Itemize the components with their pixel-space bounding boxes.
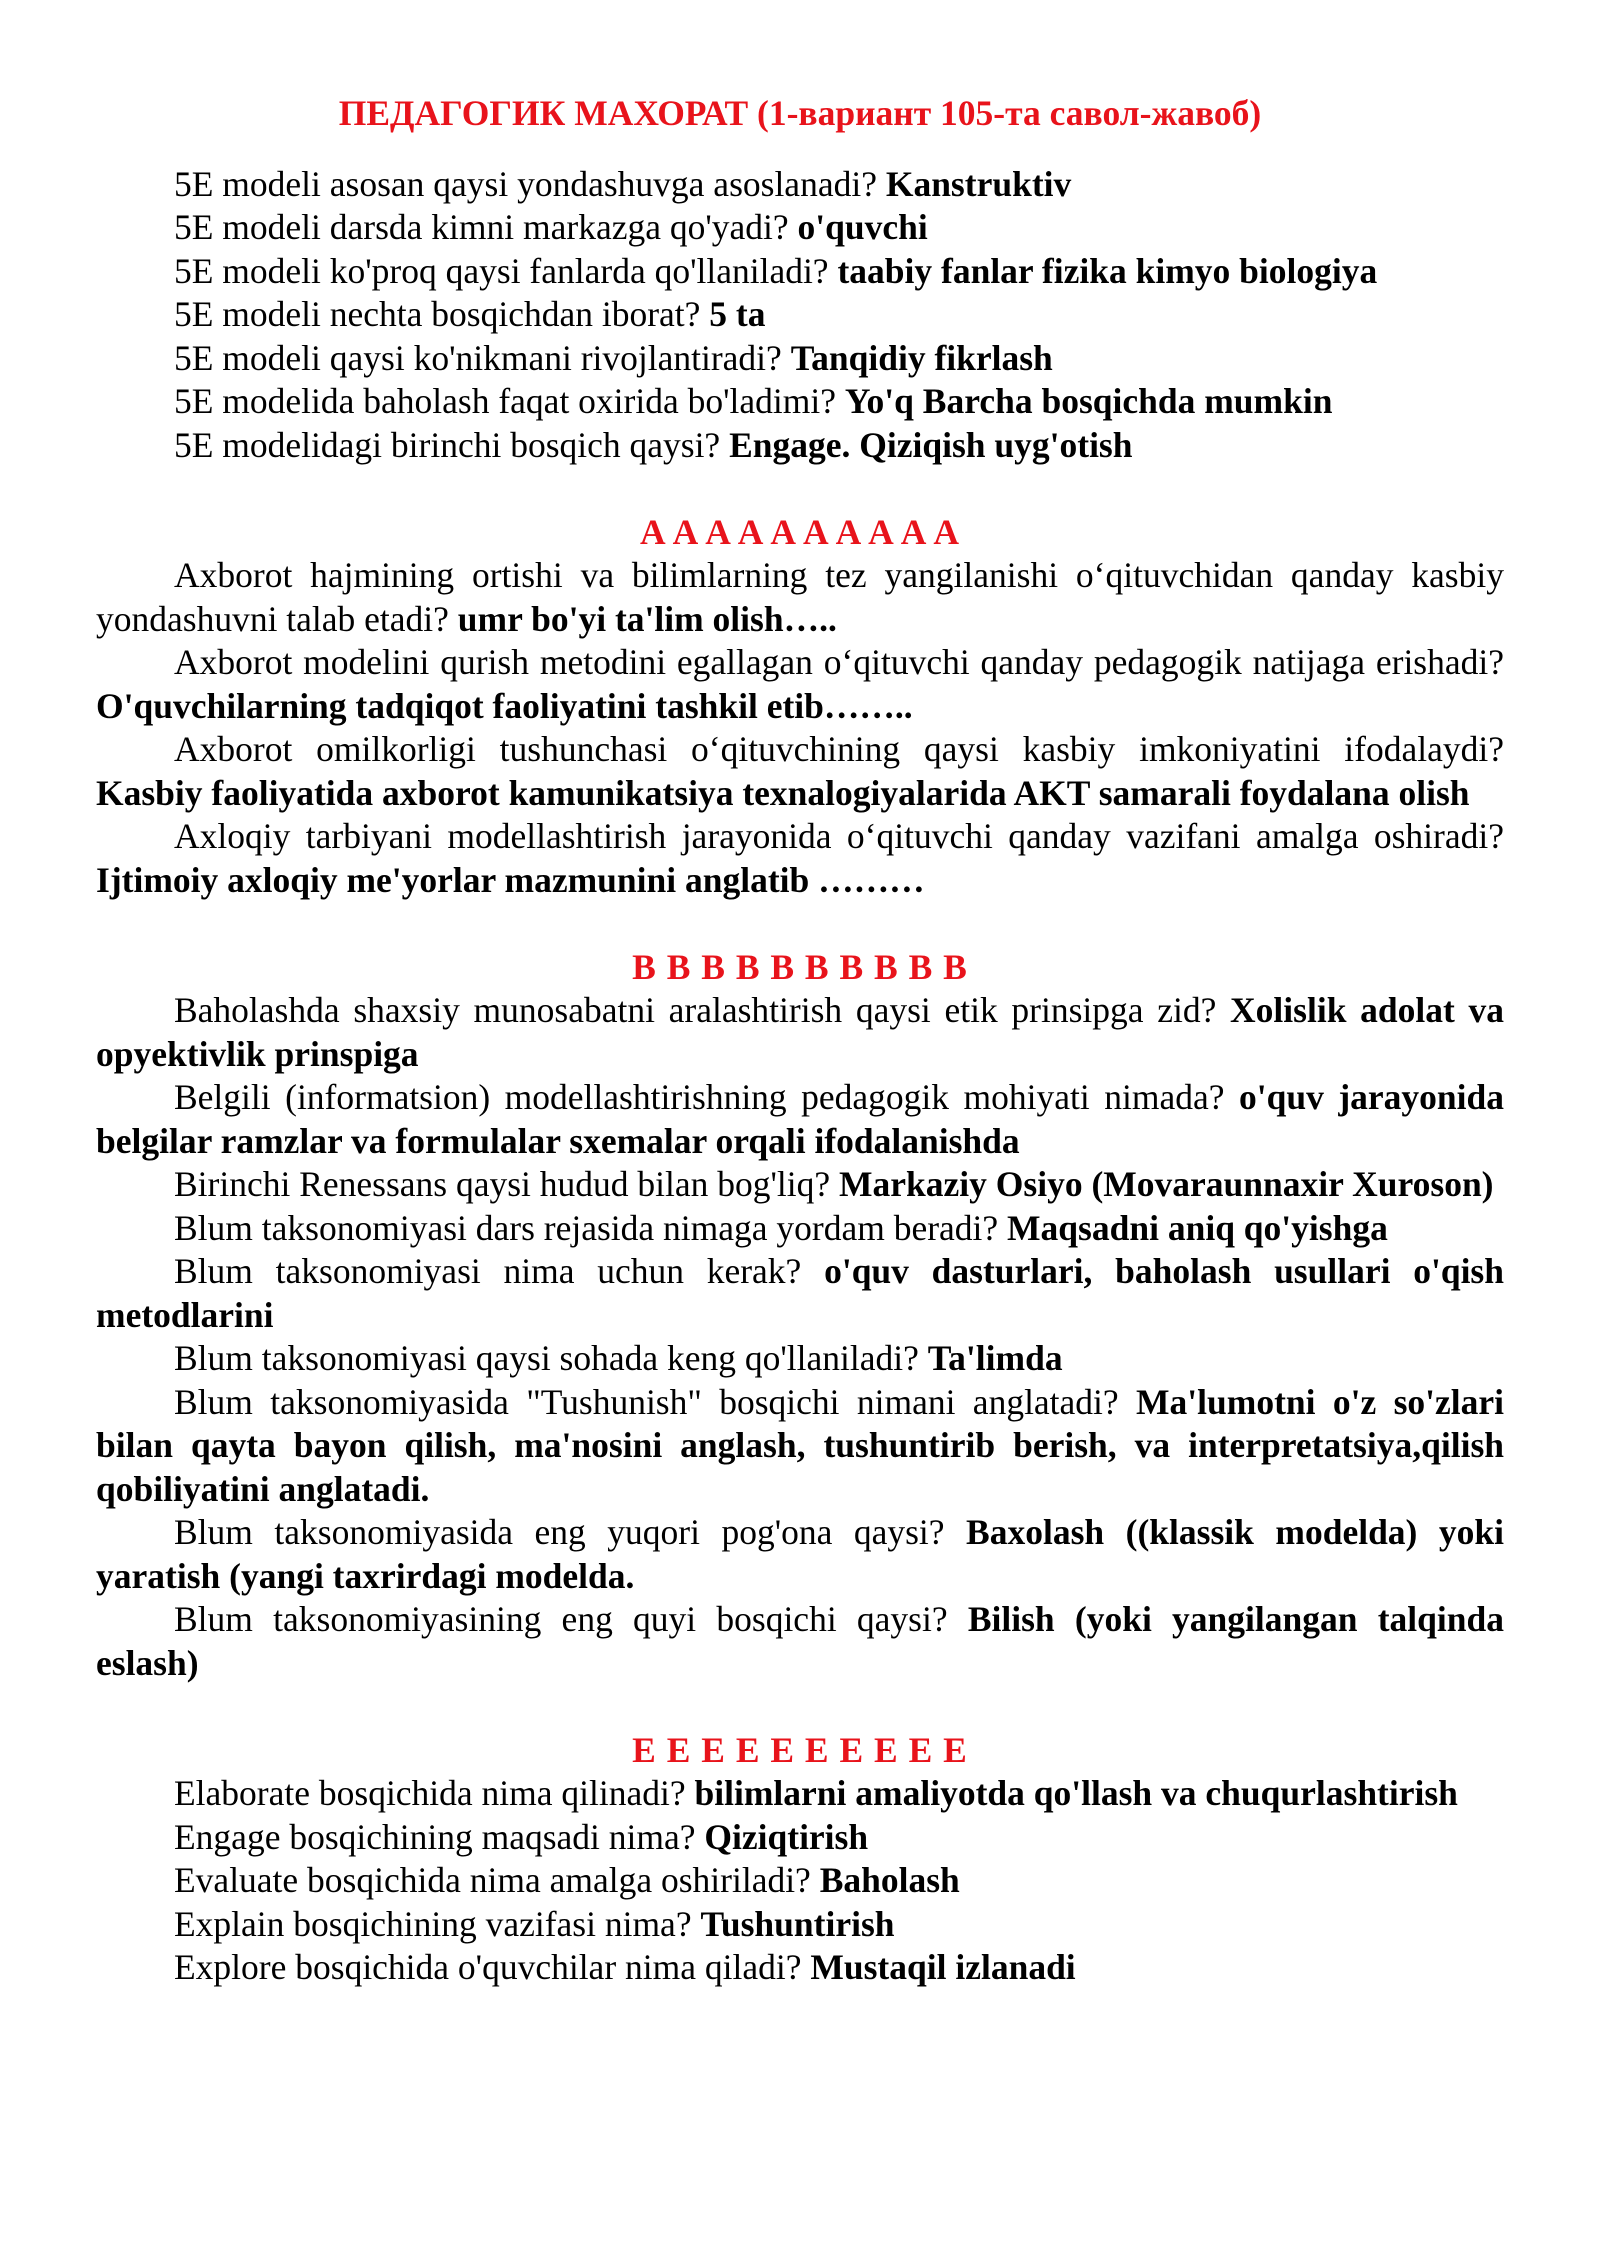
- answer-text: O'quvchilarning tadqiqot faoliyatini tashkil etib……..: [96, 685, 913, 726]
- document-title: ПЕДАГОГИК МАХОРАТ (1-вариант 105-та савол-жавоб): [338, 93, 1262, 133]
- question-text: Explore bosqichida o'quvchilar nima qiladi?: [174, 1947, 802, 1987]
- qa-item: [96, 1163, 1504, 1207]
- section-spacer: [96, 1685, 1504, 1729]
- qa-item: [96, 1337, 1504, 1381]
- answer-text: Baholash: [819, 1860, 960, 1900]
- question-text: Evaluate bosqichida nima amalga oshiriladi?: [174, 1860, 811, 1900]
- question-text: Axborot omilkorligi tushunchasi o‘qituvchining qaysi kasbiy imkoniyatini ifodalaydi?: [174, 729, 1504, 769]
- qa-item: [96, 293, 1504, 337]
- question-text: Axloqiy tarbiyani modellashtirish jarayonida o‘qituvchi qanday vazifani amalga oshiradi?: [174, 816, 1504, 856]
- section-spacer: [96, 467, 1504, 511]
- answer-text: bilimlarni amaliyotda qo'llash va chuqurlashtirish: [694, 1773, 1458, 1813]
- question-text: Engage bosqichining maqsadi nima?: [174, 1816, 696, 1857]
- qa-section: [96, 163, 1504, 468]
- qa-item: [96, 250, 1504, 294]
- qa-item: [96, 1250, 1504, 1337]
- section-heading: B B B B B B B B B B: [632, 946, 968, 987]
- qa-item: [96, 206, 1504, 250]
- qa-item: [96, 1076, 1504, 1163]
- question-text: Blum taksonomiyasi qaysi sohada keng qo'llaniladi?: [174, 1338, 919, 1378]
- answer-text: Ma'lumotni o'z so'zlari bilan qayta bayon qilish, ma'nosini anglash, tushuntirib berish, va interpretatsiya,qilish qobiliyatini anglatadi.: [96, 1381, 1505, 1509]
- qa-item: [96, 380, 1504, 424]
- qa-item: [96, 1381, 1504, 1512]
- question-text: 5E modeli asosan qaysi yondashuvga asoslanadi?: [174, 163, 877, 204]
- question-text: Blum taksonomiyasida eng yuqori pog'ona qaysi?: [174, 1512, 945, 1552]
- answer-text: Baxolash ((klassik modelda) yoki yaratish (yangi taxrirdagi modelda.: [96, 1512, 1504, 1596]
- question-text: 5E modeli qaysi ko'nikmani rivojlantiradi?: [174, 337, 782, 378]
- qa-item: [96, 1511, 1504, 1598]
- question-text: Blum taksonomiyasining eng quyi bosqichi qaysi?: [174, 1599, 948, 1639]
- qa-item: [96, 1903, 1504, 1947]
- answer-text: o'quv dasturlari, baholash usullari o'qish metodlarini: [96, 1251, 1504, 1335]
- question-text: 5E modeli darsda kimni markazga qo'yadi?: [174, 207, 789, 247]
- answer-text: o'quv jarayonida belgilar ramzlar va formulalar sxemalar orqali ifodalanishda: [96, 1077, 1505, 1161]
- qa-item: [96, 989, 1504, 1076]
- answer-text: Tanqidiy fikrlash: [790, 337, 1053, 378]
- qa-list: [96, 163, 1504, 468]
- question-text: Explain bosqichining vazifasi nima?: [174, 1903, 692, 1944]
- qa-item: [96, 1859, 1504, 1903]
- answer-text: o'quvchi: [797, 207, 928, 247]
- question-text: Birinchi Renessans qaysi hudud bilan bog'liq?: [174, 1164, 831, 1204]
- question-text: Axborot hajmining ortishi va bilimlarning tez yangilanishi o‘qituvchidan qanday kasbiy yondashuvni talab etadi?: [96, 555, 1504, 639]
- section-heading: A A A A A A A A A A: [640, 511, 960, 552]
- answer-text: Xolislik adolat va opyektivlik prinspiga: [96, 990, 1505, 1074]
- qa-list: [96, 554, 1504, 902]
- qa-item: [96, 815, 1504, 902]
- question-text: 5E modelidagi birinchi bosqich qaysi?: [174, 424, 721, 465]
- answer-text: 5 ta: [709, 294, 766, 334]
- qa-item: [96, 1816, 1504, 1860]
- answer-text: Ta'limda: [927, 1338, 1063, 1378]
- answer-text: Engage. Qiziqish uyg'otish: [729, 424, 1133, 465]
- question-text: 5E modeli ko'proq qaysi fanlarda qo'llaniladi?: [174, 250, 829, 291]
- answer-text: Maqsadni aniq qo'yishga: [1007, 1207, 1388, 1248]
- qa-list: [96, 989, 1504, 1685]
- section-spacer: [96, 902, 1504, 946]
- qa-item: [96, 641, 1504, 728]
- qa-section: [96, 467, 1504, 902]
- question-text: 5E modeli nechta bosqichdan iborat?: [174, 294, 701, 334]
- question-text: Blum taksonomiyasi dars rejasida nimaga yordam beradi?: [174, 1207, 999, 1248]
- answer-text: umr bo'yi ta'lim olish…..: [457, 598, 837, 639]
- qa-section: [96, 1685, 1504, 1990]
- question-text: Axborot modelini qurish metodini egallagan o‘qituvchi qanday pedagogik natijaga erishadi?: [174, 642, 1504, 682]
- question-text: Baholashda shaxsiy munosabatni aralashtirish qaysi etik prinsipga zid?: [174, 990, 1217, 1030]
- answer-text: Tushuntirish: [700, 1903, 895, 1944]
- qa-list: [96, 1772, 1504, 1990]
- answer-text: Bilish (yoki yangilangan talqinda eslash): [96, 1599, 1504, 1683]
- question-text: Blum taksonomiyasi nima uchun kerak?: [174, 1251, 802, 1291]
- question-text: Blum taksonomiyasida "Tushunish" bosqichi nimani anglatadi?: [174, 1381, 1119, 1422]
- qa-item: [96, 1207, 1504, 1251]
- qa-item: [96, 1946, 1504, 1990]
- qa-item: [96, 554, 1504, 641]
- section-heading: E E E E E E E E E E: [632, 1729, 968, 1770]
- question-text: 5E modelida baholash faqat oxirida bo'ladimi?: [174, 381, 836, 421]
- question-text: Belgili (informatsion) modellashtirishning pedagogik mohiyati nimada?: [174, 1077, 1225, 1117]
- answer-text: Kanstruktiv: [885, 163, 1072, 204]
- answer-text: Markaziy Osiyo (Movaraunnaxir Xuroson): [839, 1164, 1494, 1204]
- answer-text: Ijtimoiy axloqiy me'yorlar mazmunini anglatib ………: [96, 859, 925, 900]
- answer-text: Qiziqtirish: [704, 1816, 869, 1857]
- qa-item: [96, 337, 1504, 381]
- answer-text: Mustaqil izlanadi: [810, 1947, 1076, 1987]
- qa-item: [96, 1772, 1504, 1816]
- qa-section: [96, 902, 1504, 1685]
- answer-text: Kasbiy faoliyatida axborot kamunikatsiya texnalogiyalarida AKT samarali foydalana olish: [96, 772, 1470, 813]
- answer-text: Yo'q Barcha bosqichda mumkin: [844, 381, 1333, 421]
- answer-text: taabiy fanlar fizika kimyo biologiya: [837, 250, 1378, 291]
- qa-item: [96, 424, 1504, 468]
- qa-item: [96, 1598, 1504, 1685]
- qa-item: [96, 163, 1504, 207]
- qa-item: [96, 728, 1504, 815]
- qa-content: [96, 163, 1504, 1990]
- question-text: Elaborate bosqichida nima qilinadi?: [174, 1773, 686, 1813]
